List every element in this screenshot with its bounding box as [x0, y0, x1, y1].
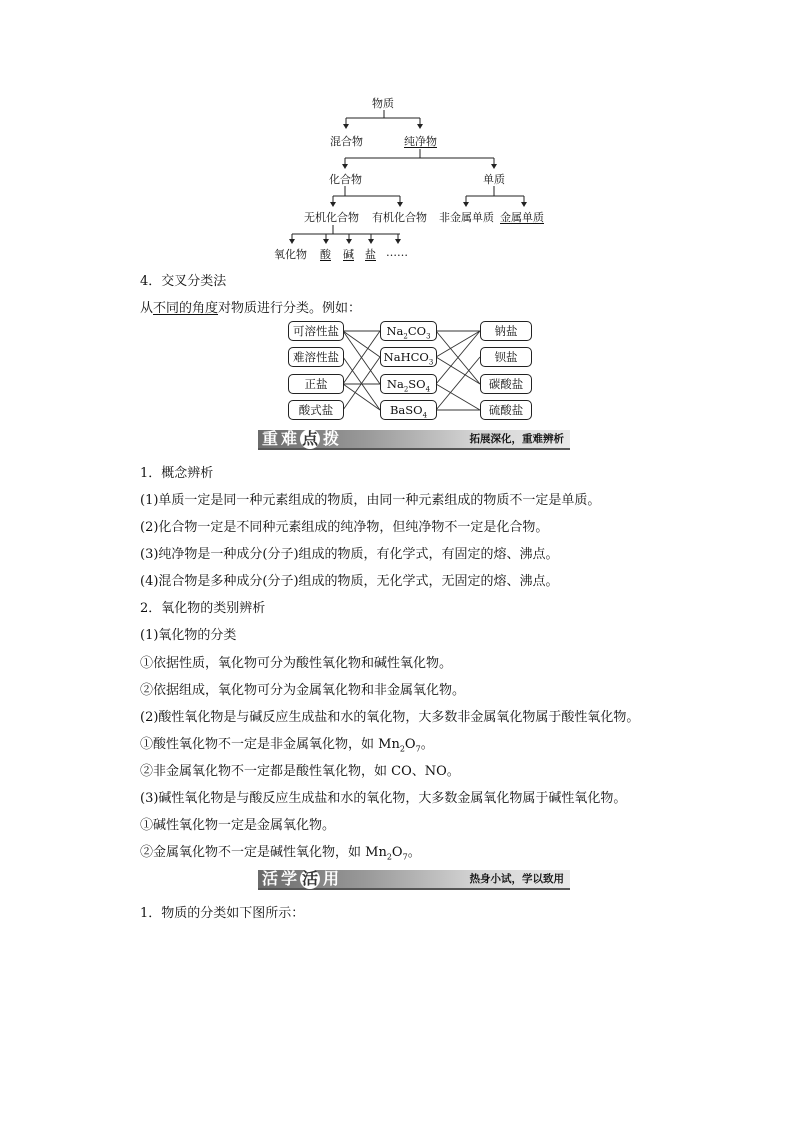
- text: ①酸性氧化物不一定是非金属氧化物，如 Mn: [140, 737, 400, 752]
- paragraph: (1)单质一定是同一种元素组成的物质，由同一种元素组成的物质不一定是单质。: [140, 493, 601, 508]
- formula-text: CO: [407, 324, 427, 338]
- paragraph: (4)混合物是多种成分(分子)组成的物质，无化学式，无固定的熔、沸点。: [140, 574, 559, 589]
- formula-text: Na: [386, 377, 404, 391]
- text: 。: [420, 737, 434, 752]
- tree-oxide-label: 氧化物: [274, 248, 307, 261]
- tree-acid-label: 酸: [320, 248, 331, 261]
- banner-char: 用: [323, 869, 343, 888]
- tree-pure-label: 纯净物: [404, 135, 437, 148]
- paragraph: 2．氧化物的类别辨析: [140, 601, 266, 616]
- formula-subscript: 4: [425, 385, 431, 394]
- subscript: 2: [399, 744, 405, 754]
- banner-title: [262, 428, 342, 450]
- cross-left-box: 正盐: [288, 374, 344, 394]
- cross-left-box: 难溶性盐: [288, 347, 344, 367]
- tree-inorganic-label: 无机化合物: [304, 211, 359, 224]
- intro-underlined-text: 不同的角度: [153, 301, 219, 316]
- paragraph: 1．物质的分类如下图所示：: [140, 906, 305, 921]
- formula-text: Na: [386, 324, 404, 338]
- formula-subscript: 3: [428, 358, 434, 367]
- section-banner-key-points: [258, 428, 570, 450]
- banner-title: [262, 868, 342, 890]
- cross-middle-box: [380, 321, 437, 341]
- tree-ellipsis-label: ……: [386, 246, 408, 259]
- subscript: 2: [386, 852, 392, 862]
- section-heading: 4．交叉分类法: [140, 274, 227, 289]
- banner-char: 学: [281, 869, 301, 888]
- paragraph: (3)碱性氧化物是与酸反应生成盐和水的氧化物，大多数金属氧化物属于碱性氧化物。: [140, 791, 627, 806]
- paragraph: ①碱性氧化物一定是金属氧化物。: [140, 818, 336, 833]
- text: ②金属氧化物不一定是碱性氧化物，如 Mn: [140, 845, 387, 860]
- cross-middle-box: [380, 374, 437, 394]
- tree-root-label: 物质: [372, 97, 394, 110]
- cross-left-box: 酸式盐: [288, 400, 344, 420]
- tree-mixture-label: 混合物: [330, 135, 363, 148]
- cross-left-box: 可溶性盐: [288, 321, 344, 341]
- text: O: [404, 737, 416, 752]
- tree-element-label: 单质: [483, 173, 505, 186]
- cross-right-box: 钡盐: [480, 347, 532, 367]
- banner-subtitle: 拓展深化，重难辨析: [469, 433, 564, 445]
- banner-circled-char: 活: [302, 869, 319, 888]
- banner-char: 难: [281, 429, 301, 448]
- tree-organic-label: 有机化合物: [372, 211, 427, 224]
- formula-subscript: 2: [403, 385, 409, 394]
- tree-metal-label: 金属单质: [500, 211, 544, 224]
- formula-text: BaSO: [389, 403, 423, 417]
- paragraph: (3)纯净物是一种成分(分子)组成的物质，有化学式，有固定的熔、沸点。: [140, 547, 559, 562]
- banner-char: 活: [262, 869, 282, 888]
- cross-right-box: 钠盐: [480, 321, 532, 341]
- subscript: 7: [415, 744, 421, 754]
- paragraph: ②依据组成，氧化物可分为金属氧化物和非金属氧化物。: [140, 683, 466, 698]
- text: O: [391, 845, 403, 860]
- section-banner-practice: [258, 868, 570, 890]
- formula-text: SO: [408, 377, 426, 391]
- cross-right-box: 硫酸盐: [480, 400, 532, 420]
- tree-compound-label: 化合物: [329, 173, 362, 186]
- tree-base-label: 碱: [343, 248, 354, 261]
- formula-subscript: 4: [422, 411, 428, 420]
- cross-right-box: 碳酸盐: [480, 374, 532, 394]
- paragraph: ②非金属氧化物不一定都是酸性氧化物，如 CO、NO。: [140, 764, 460, 779]
- paragraph: [140, 841, 421, 862]
- paragraph: 1．概念辨析: [140, 466, 214, 481]
- intro-text: 从: [140, 301, 154, 316]
- intro-text: 对物质进行分类。例如：: [218, 301, 362, 316]
- paragraph: (1)氧化物的分类: [140, 628, 237, 643]
- formula-subscript: 3: [426, 332, 431, 341]
- banner-char: 拨: [323, 429, 343, 448]
- paragraph: (2)酸性氧化物是与碱反应生成盐和水的氧化物，大多数非金属氧化物属于酸性氧化物。: [140, 710, 640, 725]
- cross-middle-box: [380, 347, 437, 367]
- banner-circled-char: 点: [302, 429, 319, 448]
- text: 。: [407, 845, 421, 860]
- tree-salt-label: 盐: [365, 248, 376, 261]
- paragraph: (2)化合物一定是不同种元素组成的纯净物，但纯净物不一定是化合物。: [140, 520, 549, 535]
- paragraph: ①依据性质，氧化物可分为酸性氧化物和碱性氧化物。: [140, 656, 453, 671]
- cross-middle-box: [380, 400, 437, 420]
- paragraph: [140, 733, 434, 754]
- subscript: 7: [402, 852, 408, 862]
- formula-subscript: 2: [403, 332, 408, 341]
- banner-char: 重: [262, 429, 282, 448]
- banner-subtitle: 热身小试，学以致用: [469, 873, 564, 885]
- tree-nonmetal-label: 非金属单质: [439, 211, 494, 224]
- formula-text: NaHCO: [383, 350, 429, 364]
